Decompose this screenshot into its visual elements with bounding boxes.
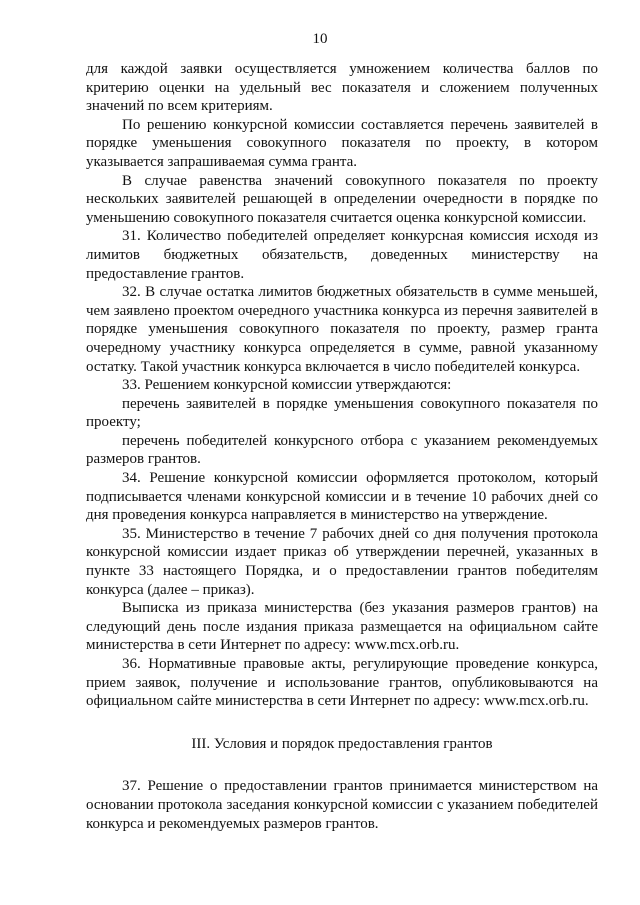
paragraph: По решению конкурсной комиссии составляется перечень заявителей в порядке уменьшения совокупного показателя по проекту, в котором указывается запрашиваемая сумма гранта. [86,116,598,170]
paragraph-continuation: для каждой заявки осуществляется умножением количества баллов по критерию оценки на удельный вес показателя и сложением полученных значений по всем критериям. [86,61,598,115]
paragraph-sublist-item: перечень заявителей в порядке уменьшения совокупного показателя по проекту; [86,395,598,431]
paragraph-item-37: 37. Решение о предоставлении грантов принимается министерством на основании протокола заседания конкурсной комиссии с указанием победителей конкурса и рекомендуемых размеров грантов. [86,778,598,832]
paragraph: В случае равенства значений совокупного показателя по проекту нескольких заявителей решающей в определении очередности в порядке по уменьшению совокупного показателя считается оценка конкурсной комиссии. [86,172,598,226]
paragraph-item-34: 34. Решение конкурсной комиссии оформляется протоколом, который подписывается членами конкурсной комиссии и в течение 10 рабочих дней со дня проведения конкурса направляется в министерство на утверждение. [86,470,598,524]
paragraph-item-32: 32. В случае остатка лимитов бюджетных обязательств в сумме меньшей, чем заявлено проектом очередного участника конкурса из перечня заявителей в порядке уменьшения совокупного показателя по проекту, размер гранта очередному участнику конкурса определяется в сумме, равной указанному остатку. Такой участник конкурса включается в число победителей конкурса. [86,284,598,375]
paragraph-item-36: 36. Нормативные правовые акты, регулирующие проведение конкурса, прием заявок, получение и использование грантов, опубликовываются на официальном сайте министерства в сети Интернет по адресу: www.mcx.orb.ru. [86,656,598,710]
page-number: 10 [312,31,328,47]
document-body [86,60,598,833]
paragraph-item-33: 33. Решением конкурсной комиссии утверждаются: [122,377,452,394]
paragraph-item-31: 31. Количество победителей определяет конкурсная комиссия исходя из лимитов бюджетных обязательств, доведенных министерству на предоставление грантов. [86,228,598,282]
paragraph-item-35: 35. Министерство в течение 7 рабочих дней со дня получения протокола конкурсной комиссии издает приказ об утверждении перечней, указанных в пункте 33 настоящего Порядка, и о предоставлении грантов победителям конкурса (далее – приказ). [86,525,598,598]
paragraph: Выписка из приказа министерства (без указания размеров грантов) на следующий день после издания приказа размещается на официальном сайте министерства в сети Интернет по адресу: www.mcx.orb.ru. [86,600,598,654]
section-heading: III. Условия и порядок предоставления грантов [191,735,493,752]
paragraph-sublist-item: перечень победителей конкурсного отбора с указанием рекомендуемых размеров грантов. [86,432,598,468]
